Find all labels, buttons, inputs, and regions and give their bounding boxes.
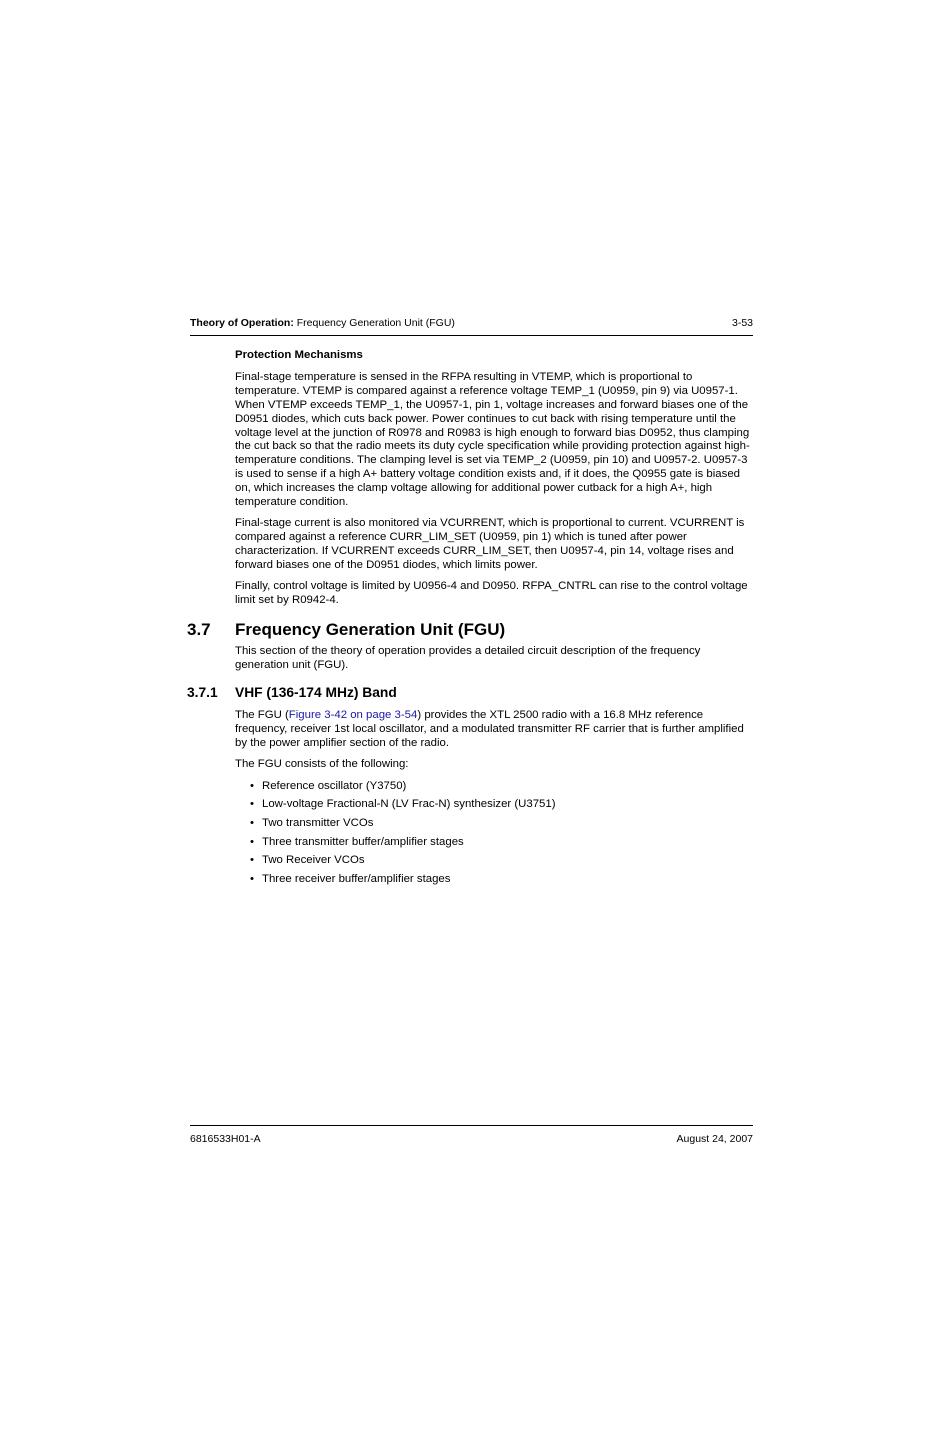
document-number: 6816533H01-A: [190, 1133, 261, 1145]
section-title: Frequency Generation Unit (FGU): [235, 620, 506, 639]
protection-heading: Protection Mechanisms: [235, 349, 363, 361]
list-item: [250, 872, 755, 891]
fgu-intro-paragraph: [235, 709, 755, 751]
bullet-icon: •: [250, 798, 254, 811]
list-intro: The FGU consists of the following:: [235, 757, 409, 770]
list-item-text: Reference oscillator (Y3750): [262, 779, 407, 792]
list-item: [250, 816, 755, 835]
protection-mechanisms-block: [235, 349, 755, 614]
list-item: [250, 797, 755, 816]
footer-rule: [190, 1125, 753, 1126]
fgu-components-list: [235, 779, 755, 891]
subsection-title: VHF (136-174 MHz) Band: [235, 685, 397, 700]
bullet-icon: •: [250, 873, 254, 886]
header-section-label: Theory of Operation:: [190, 317, 294, 329]
section-3-7-body: [235, 645, 755, 680]
paragraph-control-voltage: Finally, control voltage is limited by U0956-4 and D0950. RFPA_CNTRL can rise to the control voltage limit set by R0942-4.: [235, 579, 748, 606]
list-item: [250, 835, 755, 854]
section-number: 3.7: [187, 620, 211, 639]
list-item-text: Three transmitter buffer/amplifier stages: [262, 835, 464, 848]
list-item-text: Low-voltage Fractional-N (LV Frac-N) synthesizer (U3751): [262, 798, 556, 811]
header-rule: [190, 335, 753, 336]
paragraph-current: Final-stage current is also monitored via VCURRENT, which is proportional to current. VCURRENT is compared against a reference CURR_LIM_SET (U0959, pin 1) which is tuned after power characterization. If VCURRENT exceeds CURR_LIM_SET, then U0957-4, pin 14, voltage rises and forward biases one of the D0951 diodes, which limits power.: [235, 516, 745, 571]
publication-date: August 24, 2007: [676, 1133, 753, 1145]
bullet-icon: •: [250, 835, 254, 848]
bullet-icon: •: [250, 817, 254, 829]
section-3-7-1-body: [235, 709, 755, 891]
header-section-title: Frequency Generation Unit (FGU): [296, 317, 455, 329]
bullet-icon: •: [250, 779, 254, 792]
bullet-icon: •: [250, 854, 254, 867]
page-number: 3-53: [731, 317, 753, 329]
running-header: [190, 317, 753, 329]
list-item: [250, 779, 755, 798]
list-item-text: Two Receiver VCOs: [262, 854, 365, 867]
list-item-text: Three receiver buffer/amplifier stages: [262, 873, 451, 886]
list-item-text: Two transmitter VCOs: [262, 817, 374, 829]
subsection-number: 3.7.1: [187, 685, 218, 700]
fgu-intro-end: ) provides the XTL 2500 radio with a 16.8 MHz reference frequency, receiver 1st local oscillator, and a modulated transmitter RF carrier that is further amplified by the power amplifier section of the radio.: [235, 709, 744, 749]
figure-cross-reference-link[interactable]: Figure 3-42 on page 3-54: [288, 709, 418, 721]
running-footer: [190, 1133, 753, 1145]
section-3-7-paragraph: This section of the theory of operation provides a detailed circuit description of the frequency generation unit (FGU).: [235, 645, 701, 671]
paragraph-temperature: Final-stage temperature is sensed in the RFPA resulting in VTEMP, which is proportional to temperature. VTEMP is compared against a reference voltage TEMP_1 (U0959, pin 9) via U0957-1. When VTEMP exceeds TEMP_1, the U0957-1, pin 1, voltage increases and forward biases one of the D0951 diodes, which cuts back power. Power continues to cut back with rising temperature until the voltage level at the junction of R0978 and R0983 is high enough to forward bias D0952, thus clamping the cut back so that the radio meets its duty cycle specification while providing protection against high-temperature conditions. The clamping level is set via TEMP_2 (U0959, pin 10) and U0957-2. U0957-3 is used to sense if a high A+ battery voltage condition exists and, if it does, the Q0955 gate is biased on, which increases the clamp voltage allowing for additional power cutback for a high A+, high temperature condition.: [235, 370, 750, 509]
list-item: [250, 853, 755, 872]
fgu-intro-start: The FGU (: [235, 709, 289, 721]
